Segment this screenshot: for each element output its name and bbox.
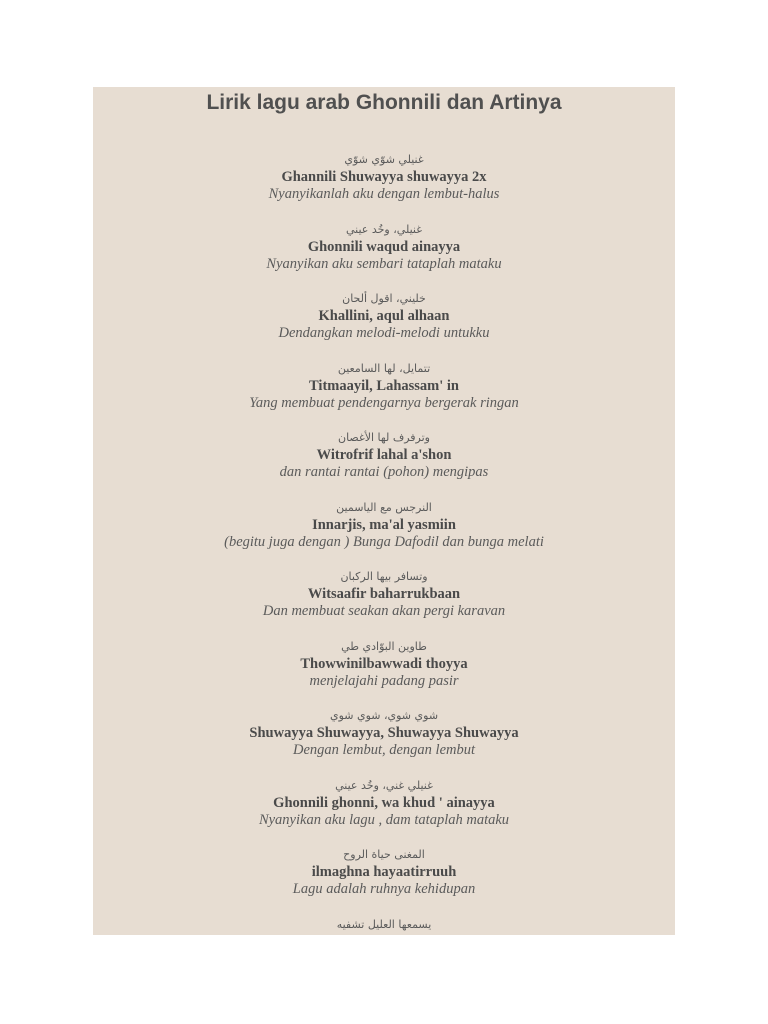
- transliteration-line: Thowwinilbawwadi thoyya: [300, 655, 468, 672]
- lyric-verse: [93, 778, 675, 848]
- transliteration-line: Ghonnili waqud ainayya: [307, 238, 461, 255]
- arabic-line: النرجس مع الياسمين: [336, 500, 432, 514]
- arabic-line: المغنى حياة الروح: [343, 848, 425, 861]
- lyrics-list: [93, 152, 675, 935]
- lyric-verse: [93, 361, 675, 431]
- transliteration-line: ilmaghna hayaatirruuh: [311, 864, 457, 880]
- transliteration-line: Ghonnili ghonni, wa khud ' ainayya: [273, 794, 495, 811]
- lyric-verse: [93, 222, 675, 292]
- transliteration-line: Ghannili Shuwayya shuwayya 2x: [281, 169, 487, 185]
- translation-line: Dengan lembut, dengan lembut: [292, 742, 476, 758]
- arabic-line: خليني، اقول ألحان: [342, 292, 426, 305]
- translation-line: Nyanyikan aku lagu , dam tataplah mataku: [258, 811, 510, 828]
- translation-line: Yang membuat pendengarnya bergerak ringan: [249, 394, 519, 411]
- translation-line: menjelajahi padang pasir: [309, 672, 459, 689]
- arabic-line: وترفرف لها الأغصان: [338, 431, 430, 444]
- transliteration-line: Khallini, aqul alhaan: [318, 308, 450, 324]
- transliteration-line: Witrofrif lahal a'shon: [316, 447, 452, 463]
- arabic-line: غنيلي شوّي شوّي: [344, 153, 424, 166]
- transliteration-line: Titmaayil, Lahassam' in: [309, 377, 459, 394]
- lyric-verse: [93, 639, 675, 709]
- lyric-verse: [93, 569, 675, 639]
- transliteration-line: Innarjis, ma'al yasmiin: [312, 516, 456, 533]
- translation-line: dan rantai rantai (pohon) mengipas: [279, 464, 489, 480]
- page-title: Lirik lagu arab Ghonnili dan Artinya: [206, 91, 562, 114]
- lyric-verse: [93, 430, 675, 500]
- translation-line: Dan membuat seakan akan pergi karavan: [262, 603, 506, 619]
- translation-line: Nyanyikanlah aku dengan lembut-halus: [268, 186, 500, 202]
- lyric-verse: [93, 847, 675, 917]
- arabic-line: شوي شوي، شوي شوي: [329, 709, 439, 722]
- lyric-verse: [93, 500, 675, 570]
- translation-line: (begitu juga dengan ) Bunga Dafodil dan bunga melati: [224, 533, 544, 550]
- document-page: [93, 87, 675, 935]
- arabic-line: غنيلي، وخُد عيني: [345, 222, 422, 236]
- arabic-line: غنيلي غني، وخُد عيني: [335, 778, 433, 792]
- translation-line: Dendangkan melodi-melodi untukku: [278, 325, 490, 341]
- arabic-line: تتمايل، لها السامعين: [337, 361, 431, 375]
- lyric-verse: [93, 917, 675, 936]
- lyric-verse: [93, 152, 675, 222]
- lyric-verse: [93, 291, 675, 361]
- arabic-line: وتسافر بيها الركبان: [340, 570, 428, 583]
- translation-line: Lagu adalah ruhnya kehidupan: [292, 881, 476, 897]
- lyric-verse: [93, 708, 675, 778]
- translation-line: Nyanyikan aku sembari tataplah mataku: [266, 255, 502, 272]
- transliteration-line: Witsaafir baharrukbaan: [307, 586, 461, 602]
- transliteration-line: Shuwayya Shuwayya, Shuwayya Shuwayya: [249, 725, 519, 741]
- arabic-line: يسمعها العليل تشفيه: [336, 917, 432, 931]
- arabic-line: طاوين البوّادي طي: [341, 639, 427, 653]
